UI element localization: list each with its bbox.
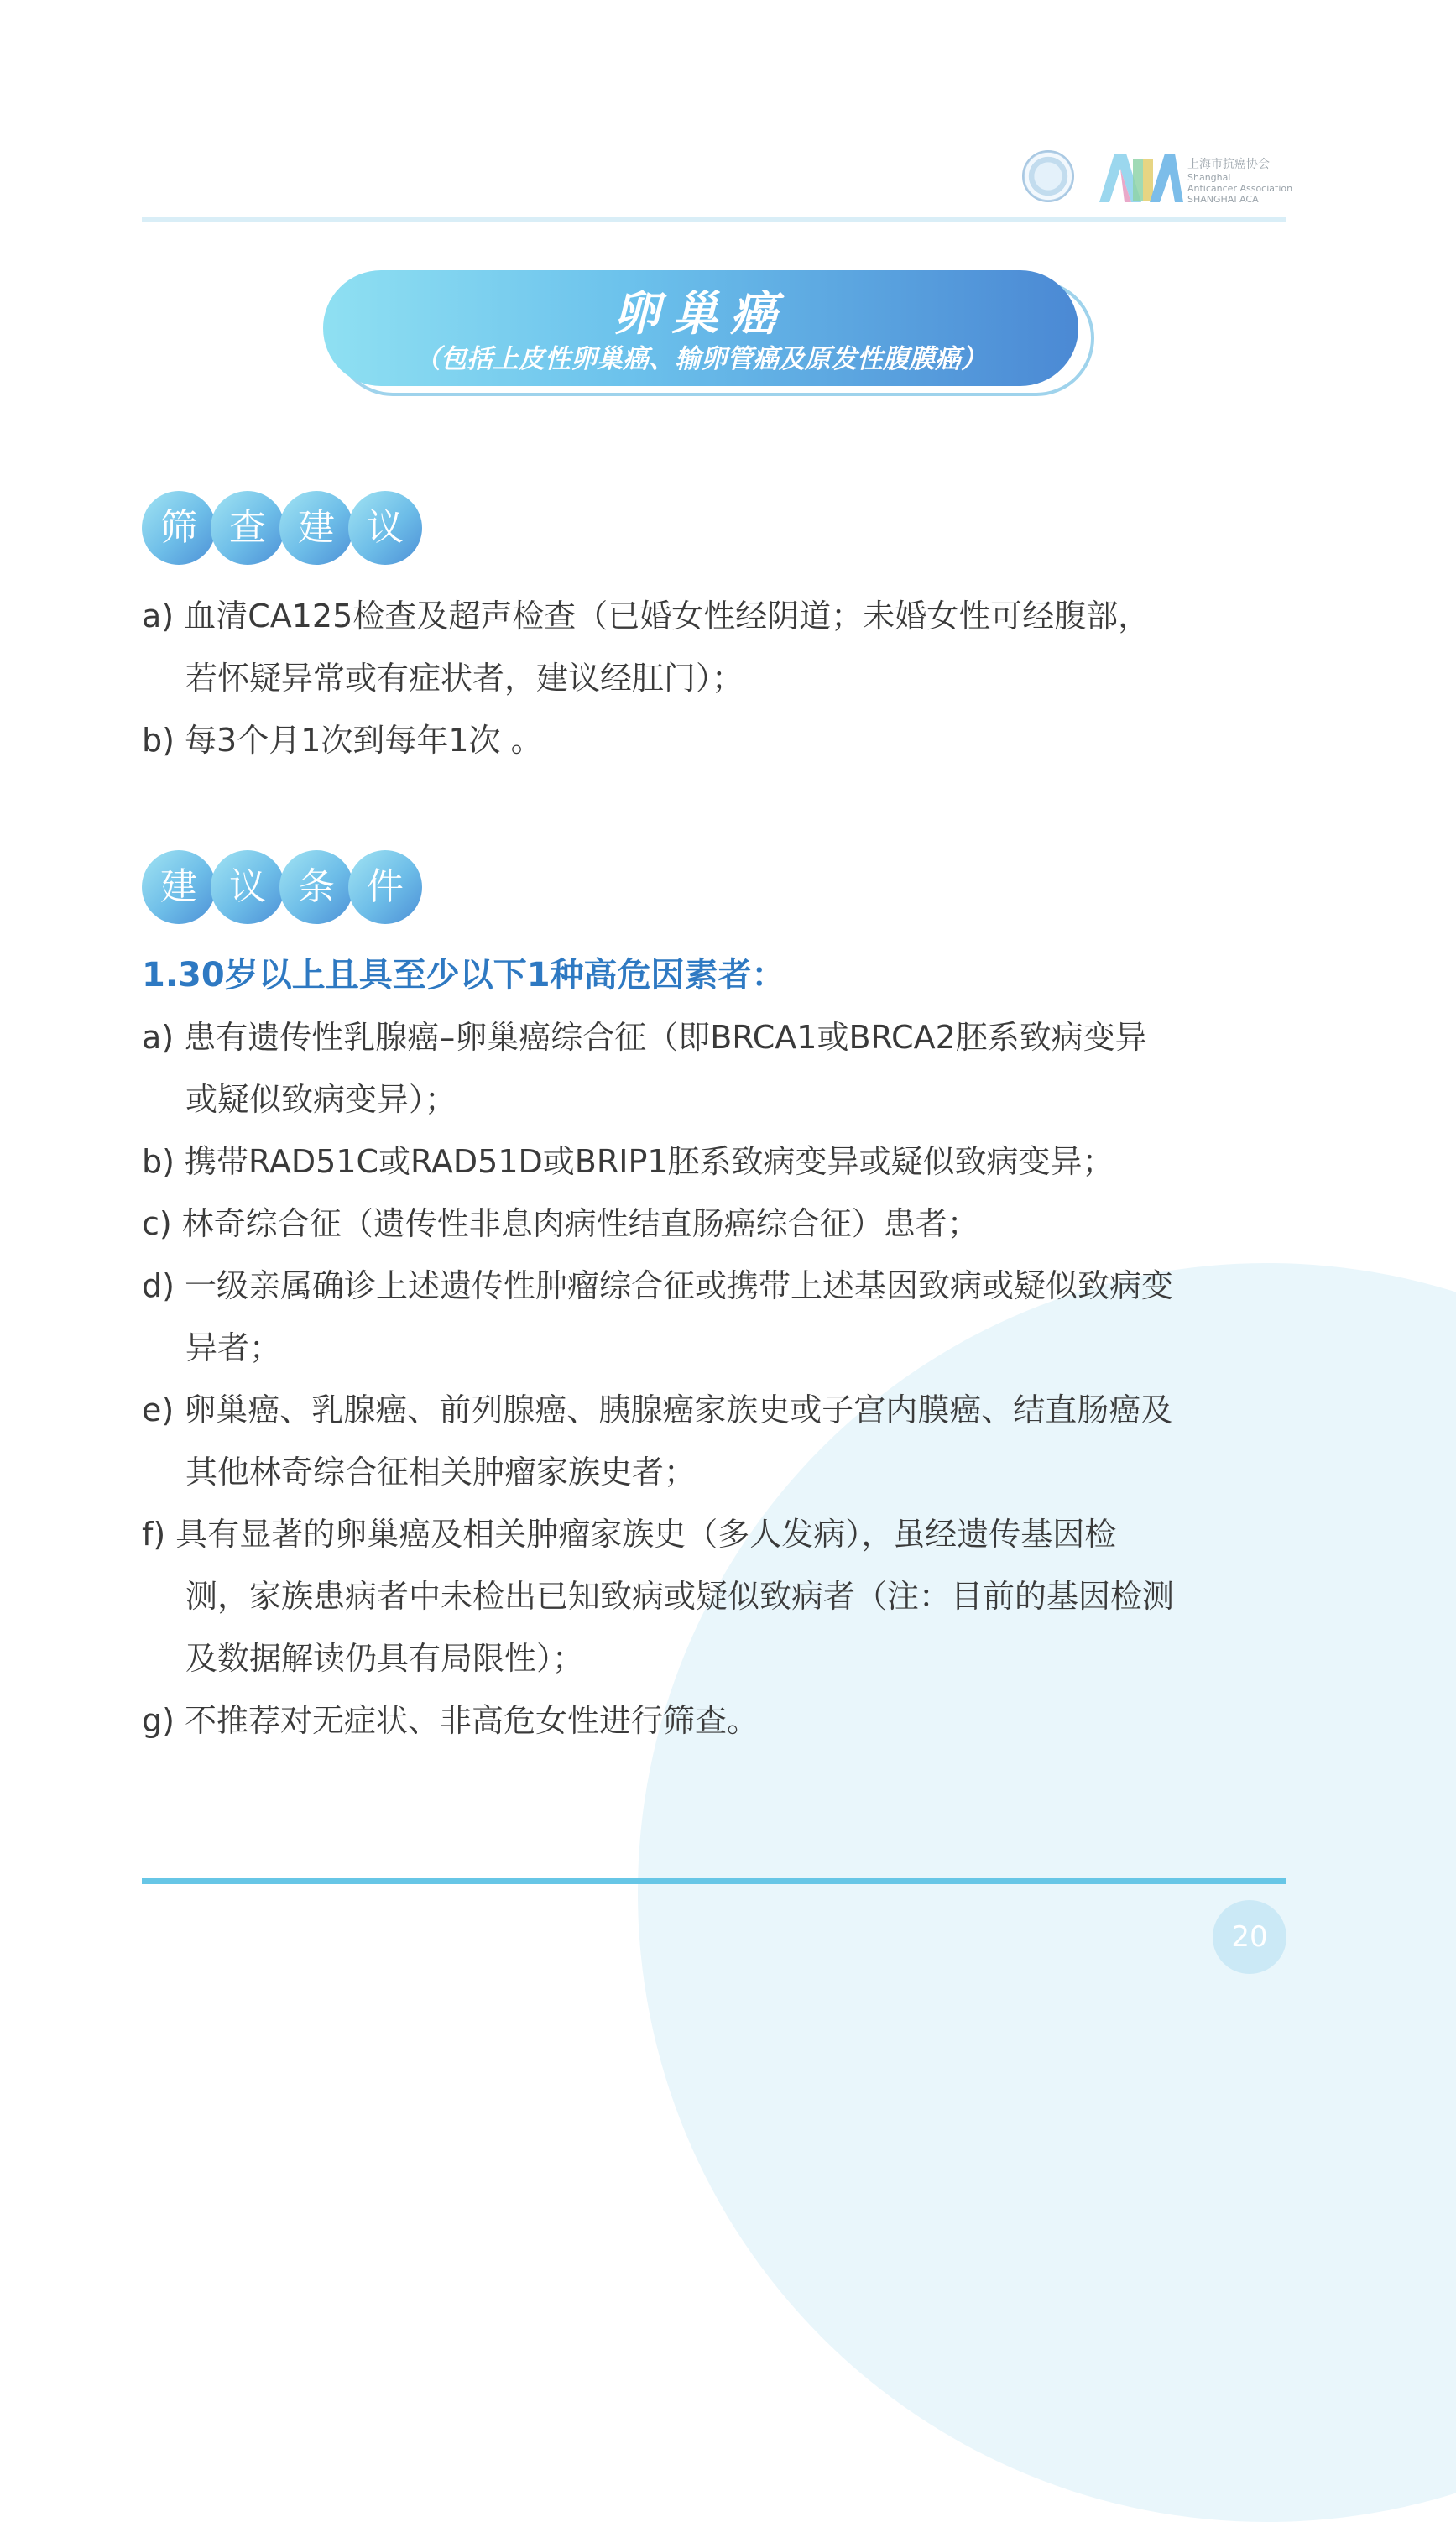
heading-char: 议 (348, 491, 422, 565)
heading-char: 议 (211, 850, 284, 924)
conditions-subheading: 1.30岁以上且具至少以下1种高危因素者： (142, 956, 785, 995)
top-divider (142, 217, 1286, 222)
heading-char: 件 (348, 850, 422, 924)
aca-logo-icon (1099, 154, 1183, 202)
page-subtitle: （包括上皮性卵巢癌、输卵管癌及原发性腹膜癌） (415, 344, 987, 374)
list-item-continued: 若怀疑异常或有症状者，建议经肛门）； (185, 660, 744, 697)
association-name-cn: 上海市抗癌协会 (1187, 158, 1270, 171)
list-item: f) 具有显著的卵巢癌及相关肿瘤家族史（多人发病），虽经遗传基因检 (142, 1516, 1117, 1553)
list-item: a) 血清CA125检查及超声检查（已婚女性经阴道；未婚女性可经腹部， (142, 598, 1151, 634)
list-item: g) 不推荐对无症状、非高危女性进行筛查。 (142, 1702, 759, 1739)
association-name-en-2: Anticancer Association (1187, 183, 1293, 194)
association-name (1187, 157, 1292, 205)
heading-char: 查 (211, 491, 284, 565)
page-title: 卵巢癌 (613, 287, 789, 342)
heading-char: 建 (279, 491, 353, 565)
list-item-continued: 测，家族患病者中未检出已知致病或疑似致病者（注：目前的基因检测 (185, 1578, 1175, 1615)
bottom-divider (142, 1878, 1286, 1884)
header-logo-area (1015, 147, 1292, 214)
association-emblem-icon (1022, 150, 1074, 202)
page-number: 20 (1213, 1900, 1286, 1974)
list-item: c) 林奇综合征（遗传性非息肉病性结直肠癌综合征）患者； (142, 1205, 979, 1242)
list-item: a) 患有遗传性乳腺癌–卵巢癌综合征（即BRCA1或BRCA2胚系致病变异 (142, 1019, 1147, 1056)
association-name-en-3: SHANGHAI ACA (1187, 194, 1259, 205)
list-item-continued: 异者； (185, 1329, 282, 1366)
heading-char: 条 (279, 850, 353, 924)
heading-char: 筛 (142, 491, 216, 565)
association-name-en-1: Shanghai (1187, 172, 1231, 183)
background-circle-decoration (638, 1263, 1456, 2522)
list-item-continued: 其他林奇综合征相关肿瘤家族史者； (185, 1454, 697, 1491)
title-banner-fill (323, 270, 1078, 386)
list-item-continued: 或疑似致病变异）； (185, 1081, 457, 1118)
list-item: b) 携带RAD51C或RAD51D或BRIP1胚系致病变异或疑似致病变异； (142, 1143, 1114, 1180)
list-item: b) 每3个月1次到每年1次 。 (142, 722, 543, 759)
list-item-continued: 及数据解读仍具有局限性）； (185, 1640, 585, 1677)
list-item: e) 卵巢癌、乳腺癌、前列腺癌、胰腺癌家族史或子宫内膜癌、结直肠癌及 (142, 1392, 1173, 1428)
list-item: d) 一级亲属确诊上述遗传性肿瘤综合征或携带上述基因致病或疑似致病变 (142, 1267, 1174, 1304)
title-banner (323, 270, 1095, 405)
heading-char: 建 (142, 850, 216, 924)
